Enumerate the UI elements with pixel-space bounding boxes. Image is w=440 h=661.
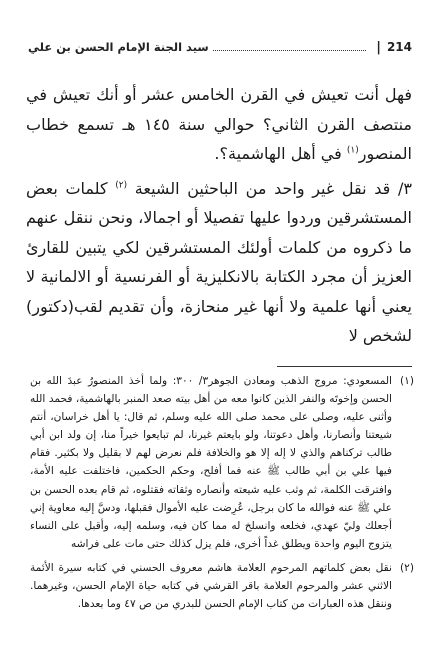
footnote-2 <box>30 559 414 613</box>
paragraph-1-text-end: في أهل الهاشمية؟. <box>214 144 347 163</box>
footnote-2-text: نقل بعض كلماتهم المرحوم العلامة هاشم معروف الحسني في كتابه سيرة الأئمة الاثني عشر والمرحوم العلامة باقر القرشي في كتابه حياة الإمام الحسن، وغيرهما. وننقل هذه العبارات من كتاب الإمام الحسن للبدري من ص ٤٧ وما بعدها. <box>30 561 392 611</box>
header-title: سيد الجنة الإمام الحسن بن علي <box>28 40 209 54</box>
footnote-1-marker: (١) <box>400 375 414 387</box>
paragraph-1 <box>26 80 412 169</box>
paragraph-2-text-end: كلمات بعض المستشرقين وردوا عليها تفصيلا أو اجمالا، ونحن ننقل عنهم ما ذكروه من كلمات أولئك المستشرقين لكي يتبين للقارئ العزيز أن مجرد الكتابة بالانكليزية أو الفرنسية أو الالمانية لا يعني أنها علمية ولا أنها غير منحازة، وأن تقديم لقب(دكتور) لشخص لا <box>26 178 412 345</box>
paragraph-2-text: ٣/ قد نقل غير واحد من الباحثين الشيعة <box>127 178 412 198</box>
footnote-1 <box>30 372 414 553</box>
footnote-ref-2[interactable]: (٢) <box>115 180 128 191</box>
paragraph-1-text: فهل أنت تعيش في القرن الخامس عشر أو أنك تعيش في منتصف القرن الثاني؟ حوالي سنة ١٤٥ هـ تسمع خطاب المنصور <box>26 85 412 163</box>
footnote-2-marker: (٢) <box>400 561 414 574</box>
footnotes <box>30 372 414 613</box>
running-header <box>28 30 412 64</box>
main-text <box>26 80 412 351</box>
page-number: 214 <box>386 40 412 54</box>
header-leader-dots <box>213 40 366 51</box>
footnote-ref-1[interactable]: (١) <box>346 145 359 156</box>
header-separator: | <box>376 39 381 55</box>
footnote-1-text: المسعودي: مروج الذهب ومعادن الجوهر٣/ ٣٠٠: ولما أخذ المنصورُ عبدَ الله بن الحسن وإخوتَه والنفر الذين كانوا معه من أهل بيته صعد المنبر بالهاشمية، فحمد الله وأثنى عليه، وصلى على محمد صلى الله عليه وسلم، ثم قال: يا أهل خراسان، أنتم شيعتنا وأنصارنا، وأهل دعوتنا، ولو بايعتم غيرنا، لم تبايعوا خيراً منا، إن ولد ابن أبي طالب تركناهم والذي لا إله إلا هو والخلافة فلم نعرض لهم لا بقليل ولا بكثير. فقام فيها علي بن أبي طالب ﷺ عنه فما أفلح، وحكم الحكمين، فاختلفت عليه الأمة، وافترقت الكلمة، ثم وثب عليه شيعته وأنصاره وثقاته فقتلوه، ثم قام بعده الحسن بن علي ﷺ عنه فوالله ما كان برجل، عُرِضت عليه الأموال فقبلها، ودسَّ إليه معاوية إني أجعلك وليّ عهدي، فخلعه وانسلخ له مما كان فيه، وسلمه إليه، وأقبل على النساء يتزوج اليوم واحدة ويطلق غداً أخرى، فلم يزل كذلك حتى مات على فراشه <box>30 375 392 550</box>
paragraph-2 <box>26 174 412 351</box>
footnote-separator <box>277 366 412 367</box>
